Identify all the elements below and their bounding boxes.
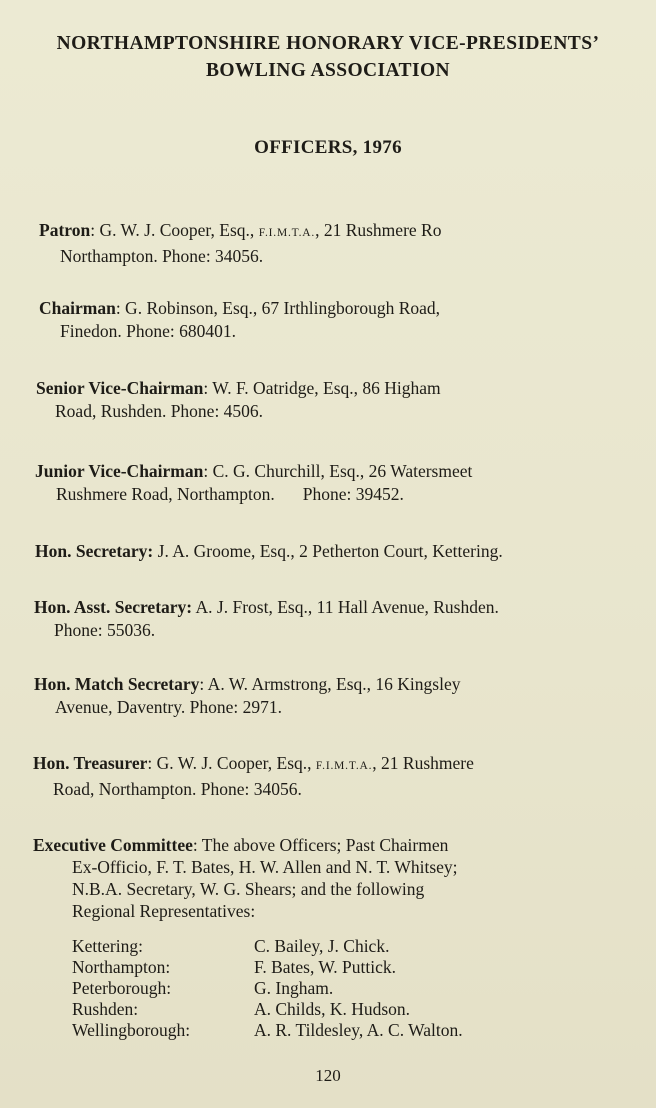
match-secretary-label: Hon. Match Secretary <box>34 674 200 694</box>
rep-region: Wellingborough: <box>72 1020 191 1040</box>
chairman-line2: Finedon. Phone: 680401. <box>60 321 236 341</box>
association-title-line1: NORTHAMPTONSHIRE HONORARY VICE-PRESIDENTS’ <box>56 33 600 54</box>
junior-vice-line2-phone: Phone: 39452. <box>302 484 404 504</box>
chairman-line1: : G. Robinson, Esq., 67 Irthlingborough Road, <box>115 298 441 318</box>
entry-patron <box>0 219 656 268</box>
entry-hon-match-secretary <box>0 673 651 719</box>
secretary-label: Hon. Secretary: <box>35 541 154 561</box>
patron-line2: Northampton. Phone: 34056. <box>60 246 264 266</box>
rep-names: C. Bailey, J. Chick. <box>254 936 390 956</box>
association-title-line2: BOWLING ASSOCIATION <box>205 60 450 81</box>
treasurer-label: Hon. Treasurer <box>33 753 148 773</box>
entry-executive-committee <box>0 834 650 922</box>
senior-vice-line2: Road, Rushden. Phone: 4506. <box>55 401 264 421</box>
rep-names: G. Ingham. <box>254 978 334 998</box>
senior-vice-label: Senior Vice-Chairman <box>36 378 204 398</box>
patron-qualification: F.I.M.T.A. <box>258 227 316 239</box>
junior-vice-line2-address: Rushmere Road, Northampton. <box>56 484 275 504</box>
rep-names: F. Bates, W. Puttick. <box>254 957 397 977</box>
entry-junior-vice-chairman <box>0 460 652 506</box>
treasurer-text-post: , 21 Rushmere <box>372 753 474 773</box>
regional-representatives-list <box>72 936 463 1041</box>
executive-line2: Ex-Officio, F. T. Bates, H. W. Allen and N. T. Whitsey; <box>72 857 458 877</box>
list-item <box>72 978 463 999</box>
asst-secretary-line2: Phone: 55036. <box>54 620 156 640</box>
rep-names: A. Childs, K. Hudson. <box>254 999 411 1019</box>
senior-vice-line1: : W. F. Oatridge, Esq., 86 Higham <box>203 378 441 398</box>
treasurer-qualification: F.I.M.T.A. <box>315 760 373 772</box>
secretary-line1: J. A. Groome, Esq., 2 Petherton Court, Kettering. <box>153 541 503 561</box>
match-secretary-line2: Avenue, Daventry. Phone: 2971. <box>55 697 282 717</box>
page-number: 120 <box>315 1066 341 1085</box>
asst-secretary-label: Hon. Asst. Secretary: <box>34 597 193 617</box>
chairman-label: Chairman <box>39 298 116 318</box>
patron-text-post: , 21 Rushmere Ro <box>315 220 442 240</box>
junior-vice-label: Junior Vice-Chairman <box>35 461 204 481</box>
junior-vice-line1: : C. G. Churchill, Esq., 26 Watersmeet <box>203 461 473 481</box>
treasurer-text-pre: : G. W. J. Cooper, Esq., <box>147 753 316 773</box>
list-item <box>72 1020 463 1041</box>
patron-text-pre: : G. W. J. Cooper, Esq., <box>90 220 259 240</box>
list-item <box>72 999 463 1020</box>
entry-senior-vice-chairman <box>0 377 653 423</box>
rep-names: A. R. Tildesley, A. C. Walton. <box>254 1020 463 1040</box>
entry-hon-treasurer <box>0 752 650 801</box>
treasurer-line2: Road, Northampton. Phone: 34056. <box>53 779 302 799</box>
rep-region: Rushden: <box>72 999 139 1019</box>
list-item <box>72 936 463 957</box>
officers-heading: OFFICERS, 1976 <box>254 137 402 158</box>
rep-region: Kettering: <box>72 936 143 956</box>
asst-secretary-line1: A. J. Frost, Esq., 11 Hall Avenue, Rushden. <box>192 597 499 617</box>
executive-line4: Regional Representatives: <box>72 901 256 921</box>
rep-region: Peterborough: <box>72 978 172 998</box>
entry-hon-secretary <box>0 540 652 563</box>
entry-chairman <box>0 297 656 343</box>
page-header <box>0 30 656 84</box>
executive-label: Executive Committee <box>33 835 193 855</box>
match-secretary-line1: : A. W. Armstrong, Esq., 16 Kingsley <box>199 674 461 694</box>
executive-line3: N.B.A. Secretary, W. G. Shears; and the following <box>72 879 425 899</box>
patron-label: Patron <box>39 220 91 240</box>
list-item <box>72 957 463 978</box>
executive-line1: : The above Officers; Past Chairmen <box>192 835 449 855</box>
entry-hon-asst-secretary <box>0 596 651 642</box>
rep-region: Northampton: <box>72 957 171 977</box>
